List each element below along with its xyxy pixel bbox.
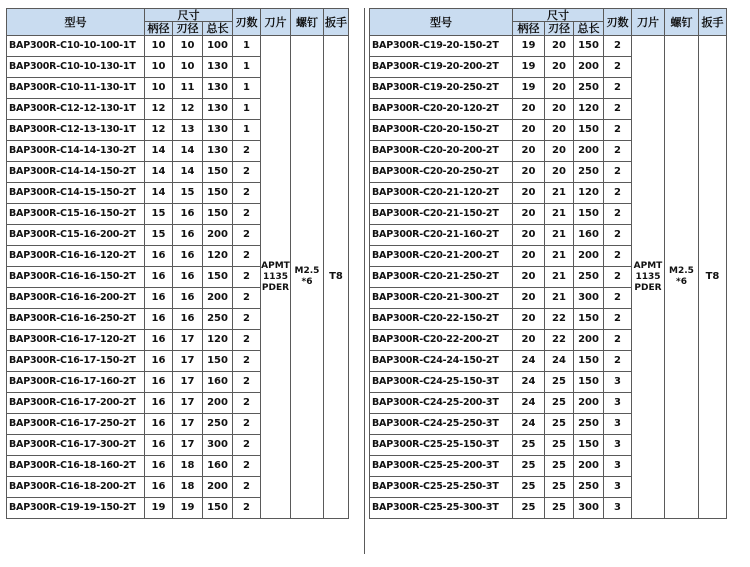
flutes-cell: 2 bbox=[604, 246, 632, 267]
flutes-cell: 2 bbox=[233, 288, 261, 309]
flutes-cell: 1 bbox=[233, 99, 261, 120]
model-cell: BAP300R-C19-20-200-2T bbox=[370, 57, 513, 78]
cutting-diameter-cell: 20 bbox=[545, 99, 574, 120]
total-length-cell: 300 bbox=[574, 288, 604, 309]
cutting-diameter-cell: 18 bbox=[173, 477, 203, 498]
total-length-cell: 130 bbox=[203, 120, 233, 141]
total-length-cell: 250 bbox=[574, 414, 604, 435]
model-cell: BAP300R-C10-10-130-1T bbox=[7, 57, 145, 78]
model-cell: BAP300R-C24-25-200-3T bbox=[370, 393, 513, 414]
model-cell: BAP300R-C16-17-250-2T bbox=[7, 414, 145, 435]
model-cell: BAP300R-C16-16-200-2T bbox=[7, 288, 145, 309]
shank-diameter-cell: 15 bbox=[145, 225, 173, 246]
screw-cell bbox=[291, 36, 324, 519]
shank-diameter-cell: 25 bbox=[513, 498, 545, 519]
cutting-diameter-cell: 21 bbox=[545, 204, 574, 225]
model-cell: BAP300R-C20-21-160-2T bbox=[370, 225, 513, 246]
flutes-cell: 2 bbox=[233, 414, 261, 435]
cutting-diameter-cell: 20 bbox=[545, 78, 574, 99]
flutes-cell: 2 bbox=[604, 57, 632, 78]
total-length-cell: 150 bbox=[203, 204, 233, 225]
cutting-diameter-cell: 15 bbox=[173, 183, 203, 204]
header-model: 型号 bbox=[7, 9, 145, 36]
flutes-cell: 3 bbox=[604, 477, 632, 498]
shank-diameter-cell: 16 bbox=[145, 351, 173, 372]
shank-diameter-cell: 15 bbox=[145, 204, 173, 225]
cutting-diameter-cell: 16 bbox=[173, 309, 203, 330]
flutes-cell: 2 bbox=[233, 330, 261, 351]
cutting-diameter-cell: 18 bbox=[173, 456, 203, 477]
model-cell: BAP300R-C14-14-150-2T bbox=[7, 162, 145, 183]
model-cell: BAP300R-C16-17-120-2T bbox=[7, 330, 145, 351]
shank-diameter-cell: 20 bbox=[513, 183, 545, 204]
model-cell: BAP300R-C20-21-200-2T bbox=[370, 246, 513, 267]
model-cell: BAP300R-C16-18-160-2T bbox=[7, 456, 145, 477]
header-flutes: 刃数 bbox=[604, 9, 632, 36]
flutes-cell: 2 bbox=[233, 372, 261, 393]
flutes-cell: 2 bbox=[233, 162, 261, 183]
total-length-cell: 250 bbox=[574, 477, 604, 498]
total-length-cell: 200 bbox=[203, 225, 233, 246]
flutes-cell: 3 bbox=[604, 393, 632, 414]
cutting-diameter-cell: 25 bbox=[545, 372, 574, 393]
shank-diameter-cell: 16 bbox=[145, 288, 173, 309]
total-length-cell: 120 bbox=[203, 246, 233, 267]
header-wrench: 扳手 bbox=[699, 9, 727, 36]
flutes-cell: 2 bbox=[233, 498, 261, 519]
insert-text: PDER bbox=[261, 282, 290, 293]
left-spec-table bbox=[6, 8, 349, 519]
model-cell: BAP300R-C16-17-150-2T bbox=[7, 351, 145, 372]
cutting-diameter-cell: 22 bbox=[545, 330, 574, 351]
flutes-cell: 2 bbox=[233, 141, 261, 162]
insert-text: 1135 bbox=[262, 271, 289, 282]
shank-diameter-cell: 20 bbox=[513, 246, 545, 267]
insert-text: APMT bbox=[261, 260, 290, 271]
model-cell: BAP300R-C20-21-120-2T bbox=[370, 183, 513, 204]
shank-diameter-cell: 19 bbox=[513, 57, 545, 78]
cutting-diameter-cell: 12 bbox=[173, 99, 203, 120]
wrench-cell: T8 bbox=[324, 36, 349, 519]
model-cell: BAP300R-C20-21-300-2T bbox=[370, 288, 513, 309]
cutting-diameter-cell: 20 bbox=[545, 57, 574, 78]
model-cell: BAP300R-C20-20-250-2T bbox=[370, 162, 513, 183]
cutting-diameter-cell: 25 bbox=[545, 456, 574, 477]
model-cell: BAP300R-C24-25-250-3T bbox=[370, 414, 513, 435]
cutting-diameter-cell: 25 bbox=[545, 393, 574, 414]
total-length-cell: 200 bbox=[203, 393, 233, 414]
shank-diameter-cell: 20 bbox=[513, 225, 545, 246]
total-length-cell: 150 bbox=[574, 204, 604, 225]
shank-diameter-cell: 16 bbox=[145, 414, 173, 435]
shank-diameter-cell: 16 bbox=[145, 393, 173, 414]
total-length-cell: 150 bbox=[203, 183, 233, 204]
shank-diameter-cell: 24 bbox=[513, 372, 545, 393]
flutes-cell: 3 bbox=[604, 498, 632, 519]
header-shank-diameter: 柄径 bbox=[145, 22, 173, 36]
insert-text: 1135 bbox=[635, 271, 661, 282]
header-screw: 螺钉 bbox=[665, 9, 699, 36]
flutes-cell: 2 bbox=[604, 267, 632, 288]
model-cell: BAP300R-C20-20-120-2T bbox=[370, 99, 513, 120]
total-length-cell: 200 bbox=[574, 330, 604, 351]
shank-diameter-cell: 25 bbox=[513, 435, 545, 456]
shank-diameter-cell: 16 bbox=[145, 267, 173, 288]
total-length-cell: 120 bbox=[203, 330, 233, 351]
insert-text: APMT bbox=[633, 260, 663, 271]
shank-diameter-cell: 16 bbox=[145, 246, 173, 267]
screw-text: *6 bbox=[676, 277, 687, 287]
total-length-cell: 130 bbox=[203, 57, 233, 78]
shank-diameter-cell: 14 bbox=[145, 162, 173, 183]
screw-cell bbox=[665, 36, 699, 519]
flutes-cell: 2 bbox=[604, 99, 632, 120]
cutting-diameter-cell: 25 bbox=[545, 435, 574, 456]
model-cell: BAP300R-C20-20-150-2T bbox=[370, 120, 513, 141]
model-cell: BAP300R-C19-20-250-2T bbox=[370, 78, 513, 99]
total-length-cell: 300 bbox=[574, 498, 604, 519]
header-shank-diameter: 柄径 bbox=[513, 22, 545, 36]
shank-diameter-cell: 16 bbox=[145, 477, 173, 498]
total-length-cell: 250 bbox=[574, 162, 604, 183]
flutes-cell: 2 bbox=[233, 246, 261, 267]
insert-text: PDER bbox=[634, 282, 662, 293]
shank-diameter-cell: 24 bbox=[513, 414, 545, 435]
cutting-diameter-cell: 17 bbox=[173, 414, 203, 435]
shank-diameter-cell: 16 bbox=[145, 456, 173, 477]
model-cell: BAP300R-C20-21-250-2T bbox=[370, 267, 513, 288]
shank-diameter-cell: 12 bbox=[145, 120, 173, 141]
header-cutting-diameter: 刃径 bbox=[545, 22, 574, 36]
cutting-diameter-cell: 16 bbox=[173, 267, 203, 288]
header-insert: 刀片 bbox=[632, 9, 665, 36]
model-cell: BAP300R-C19-19-150-2T bbox=[7, 498, 145, 519]
flutes-cell: 3 bbox=[604, 372, 632, 393]
cutting-diameter-cell: 16 bbox=[173, 204, 203, 225]
cutting-diameter-cell: 25 bbox=[545, 414, 574, 435]
total-length-cell: 250 bbox=[574, 78, 604, 99]
total-length-cell: 200 bbox=[574, 456, 604, 477]
cutting-diameter-cell: 21 bbox=[545, 288, 574, 309]
total-length-cell: 200 bbox=[203, 477, 233, 498]
screw-text: *6 bbox=[301, 277, 313, 287]
total-length-cell: 130 bbox=[203, 78, 233, 99]
header-total-length: 总长 bbox=[574, 22, 604, 36]
model-cell: BAP300R-C14-14-130-2T bbox=[7, 141, 145, 162]
total-length-cell: 300 bbox=[203, 435, 233, 456]
cutting-diameter-cell: 19 bbox=[173, 498, 203, 519]
model-cell: BAP300R-C12-13-130-1T bbox=[7, 120, 145, 141]
total-length-cell: 150 bbox=[574, 36, 604, 57]
shank-diameter-cell: 19 bbox=[145, 498, 173, 519]
flutes-cell: 2 bbox=[233, 309, 261, 330]
flutes-cell: 2 bbox=[604, 225, 632, 246]
model-cell: BAP300R-C16-16-120-2T bbox=[7, 246, 145, 267]
total-length-cell: 150 bbox=[574, 435, 604, 456]
shank-diameter-cell: 19 bbox=[513, 36, 545, 57]
cutting-diameter-cell: 14 bbox=[173, 141, 203, 162]
cutting-diameter-cell: 25 bbox=[545, 498, 574, 519]
flutes-cell: 1 bbox=[233, 57, 261, 78]
total-length-cell: 120 bbox=[574, 99, 604, 120]
flutes-cell: 2 bbox=[604, 183, 632, 204]
cutting-diameter-cell: 17 bbox=[173, 393, 203, 414]
cutting-diameter-cell: 25 bbox=[545, 477, 574, 498]
cutting-diameter-cell: 21 bbox=[545, 246, 574, 267]
right-table-body bbox=[370, 36, 727, 519]
cutting-diameter-cell: 17 bbox=[173, 435, 203, 456]
header-total-length: 总长 bbox=[203, 22, 233, 36]
screw-text: M2.5 bbox=[669, 266, 694, 276]
cutting-diameter-cell: 17 bbox=[173, 351, 203, 372]
cutting-diameter-cell: 24 bbox=[545, 351, 574, 372]
total-length-cell: 150 bbox=[203, 351, 233, 372]
model-cell: BAP300R-C10-11-130-1T bbox=[7, 78, 145, 99]
shank-diameter-cell: 16 bbox=[145, 309, 173, 330]
model-cell: BAP300R-C15-16-150-2T bbox=[7, 204, 145, 225]
cutting-diameter-cell: 11 bbox=[173, 78, 203, 99]
model-cell: BAP300R-C25-25-150-3T bbox=[370, 435, 513, 456]
table-row bbox=[370, 36, 727, 57]
cutting-diameter-cell: 21 bbox=[545, 225, 574, 246]
cutting-diameter-cell: 13 bbox=[173, 120, 203, 141]
model-cell: BAP300R-C24-24-150-2T bbox=[370, 351, 513, 372]
header-wrench: 扳手 bbox=[324, 9, 349, 36]
insert-cell bbox=[261, 36, 291, 519]
total-length-cell: 250 bbox=[203, 309, 233, 330]
total-length-cell: 160 bbox=[574, 225, 604, 246]
shank-diameter-cell: 16 bbox=[145, 372, 173, 393]
total-length-cell: 250 bbox=[574, 267, 604, 288]
flutes-cell: 2 bbox=[604, 141, 632, 162]
cutting-diameter-cell: 22 bbox=[545, 309, 574, 330]
shank-diameter-cell: 20 bbox=[513, 309, 545, 330]
flutes-cell: 1 bbox=[233, 78, 261, 99]
flutes-cell: 3 bbox=[604, 456, 632, 477]
shank-diameter-cell: 20 bbox=[513, 288, 545, 309]
shank-diameter-cell: 25 bbox=[513, 456, 545, 477]
model-cell: BAP300R-C24-25-150-3T bbox=[370, 372, 513, 393]
total-length-cell: 200 bbox=[203, 288, 233, 309]
shank-diameter-cell: 20 bbox=[513, 99, 545, 120]
total-length-cell: 200 bbox=[574, 393, 604, 414]
shank-diameter-cell: 20 bbox=[513, 267, 545, 288]
cutting-diameter-cell: 20 bbox=[545, 36, 574, 57]
flutes-cell: 2 bbox=[233, 456, 261, 477]
model-cell: BAP300R-C19-20-150-2T bbox=[370, 36, 513, 57]
shank-diameter-cell: 14 bbox=[145, 183, 173, 204]
cutting-diameter-cell: 17 bbox=[173, 372, 203, 393]
shank-diameter-cell: 20 bbox=[513, 141, 545, 162]
model-cell: BAP300R-C16-18-200-2T bbox=[7, 477, 145, 498]
model-cell: BAP300R-C20-22-150-2T bbox=[370, 309, 513, 330]
cutting-diameter-cell: 20 bbox=[545, 141, 574, 162]
flutes-cell: 2 bbox=[233, 204, 261, 225]
total-length-cell: 100 bbox=[203, 36, 233, 57]
total-length-cell: 150 bbox=[574, 309, 604, 330]
shank-diameter-cell: 19 bbox=[513, 78, 545, 99]
total-length-cell: 250 bbox=[203, 414, 233, 435]
flutes-cell: 2 bbox=[604, 120, 632, 141]
flutes-cell: 2 bbox=[233, 267, 261, 288]
table-row bbox=[7, 36, 349, 57]
model-cell: BAP300R-C15-16-200-2T bbox=[7, 225, 145, 246]
model-cell: BAP300R-C16-16-150-2T bbox=[7, 267, 145, 288]
total-length-cell: 150 bbox=[203, 267, 233, 288]
model-cell: BAP300R-C16-16-250-2T bbox=[7, 309, 145, 330]
cutting-diameter-cell: 10 bbox=[173, 57, 203, 78]
model-cell: BAP300R-C16-17-160-2T bbox=[7, 372, 145, 393]
header-screw: 螺钉 bbox=[291, 9, 324, 36]
header-cutting-diameter: 刃径 bbox=[173, 22, 203, 36]
cutting-diameter-cell: 14 bbox=[173, 162, 203, 183]
total-length-cell: 150 bbox=[574, 120, 604, 141]
total-length-cell: 160 bbox=[203, 372, 233, 393]
header-model: 型号 bbox=[370, 9, 513, 36]
cutting-diameter-cell: 20 bbox=[545, 162, 574, 183]
model-cell: BAP300R-C16-17-200-2T bbox=[7, 393, 145, 414]
cutting-diameter-cell: 16 bbox=[173, 246, 203, 267]
shank-diameter-cell: 10 bbox=[145, 36, 173, 57]
shank-diameter-cell: 12 bbox=[145, 99, 173, 120]
flutes-cell: 2 bbox=[604, 288, 632, 309]
cutting-diameter-cell: 17 bbox=[173, 330, 203, 351]
model-cell: BAP300R-C16-17-300-2T bbox=[7, 435, 145, 456]
right-spec-table bbox=[369, 8, 727, 519]
model-cell: BAP300R-C20-21-150-2T bbox=[370, 204, 513, 225]
header-insert: 刀片 bbox=[261, 9, 291, 36]
shank-diameter-cell: 24 bbox=[513, 393, 545, 414]
shank-diameter-cell: 16 bbox=[145, 330, 173, 351]
flutes-cell: 1 bbox=[233, 36, 261, 57]
wrench-cell: T8 bbox=[699, 36, 727, 519]
total-length-cell: 150 bbox=[203, 498, 233, 519]
shank-diameter-cell: 24 bbox=[513, 351, 545, 372]
flutes-cell: 2 bbox=[604, 78, 632, 99]
model-cell: BAP300R-C20-22-200-2T bbox=[370, 330, 513, 351]
shank-diameter-cell: 20 bbox=[513, 204, 545, 225]
flutes-cell: 1 bbox=[233, 120, 261, 141]
left-table-body bbox=[7, 36, 349, 519]
flutes-cell: 3 bbox=[604, 414, 632, 435]
total-length-cell: 200 bbox=[574, 57, 604, 78]
flutes-cell: 2 bbox=[233, 351, 261, 372]
shank-diameter-cell: 14 bbox=[145, 141, 173, 162]
flutes-cell: 2 bbox=[233, 393, 261, 414]
table-divider bbox=[364, 8, 365, 554]
shank-diameter-cell: 20 bbox=[513, 330, 545, 351]
cutting-diameter-cell: 16 bbox=[173, 288, 203, 309]
total-length-cell: 130 bbox=[203, 99, 233, 120]
shank-diameter-cell: 10 bbox=[145, 57, 173, 78]
shank-diameter-cell: 20 bbox=[513, 162, 545, 183]
shank-diameter-cell: 20 bbox=[513, 120, 545, 141]
header-size: 尺寸 bbox=[145, 9, 233, 22]
header-flutes: 刃数 bbox=[233, 9, 261, 36]
cutting-diameter-cell: 16 bbox=[173, 225, 203, 246]
cutting-diameter-cell: 21 bbox=[545, 267, 574, 288]
shank-diameter-cell: 16 bbox=[145, 435, 173, 456]
flutes-cell: 2 bbox=[233, 183, 261, 204]
model-cell: BAP300R-C25-25-300-3T bbox=[370, 498, 513, 519]
cutting-diameter-cell: 21 bbox=[545, 183, 574, 204]
flutes-cell: 2 bbox=[604, 204, 632, 225]
insert-cell bbox=[632, 36, 665, 519]
model-cell: BAP300R-C25-25-250-3T bbox=[370, 477, 513, 498]
model-cell: BAP300R-C10-10-100-1T bbox=[7, 36, 145, 57]
shank-diameter-cell: 25 bbox=[513, 477, 545, 498]
flutes-cell: 3 bbox=[604, 435, 632, 456]
total-length-cell: 200 bbox=[574, 246, 604, 267]
total-length-cell: 160 bbox=[203, 456, 233, 477]
model-cell: BAP300R-C25-25-200-3T bbox=[370, 456, 513, 477]
cutting-diameter-cell: 20 bbox=[545, 120, 574, 141]
total-length-cell: 150 bbox=[574, 372, 604, 393]
cutting-diameter-cell: 10 bbox=[173, 36, 203, 57]
flutes-cell: 2 bbox=[604, 330, 632, 351]
flutes-cell: 2 bbox=[233, 225, 261, 246]
flutes-cell: 2 bbox=[233, 435, 261, 456]
flutes-cell: 2 bbox=[604, 36, 632, 57]
flutes-cell: 2 bbox=[604, 309, 632, 330]
flutes-cell: 2 bbox=[604, 162, 632, 183]
total-length-cell: 150 bbox=[203, 162, 233, 183]
flutes-cell: 2 bbox=[233, 477, 261, 498]
total-length-cell: 150 bbox=[574, 351, 604, 372]
model-cell: BAP300R-C14-15-150-2T bbox=[7, 183, 145, 204]
header-size: 尺寸 bbox=[513, 9, 604, 22]
total-length-cell: 120 bbox=[574, 183, 604, 204]
total-length-cell: 130 bbox=[203, 141, 233, 162]
total-length-cell: 200 bbox=[574, 141, 604, 162]
flutes-cell: 2 bbox=[604, 351, 632, 372]
model-cell: BAP300R-C20-20-200-2T bbox=[370, 141, 513, 162]
screw-text: M2.5 bbox=[294, 266, 320, 276]
model-cell: BAP300R-C12-12-130-1T bbox=[7, 99, 145, 120]
shank-diameter-cell: 10 bbox=[145, 78, 173, 99]
